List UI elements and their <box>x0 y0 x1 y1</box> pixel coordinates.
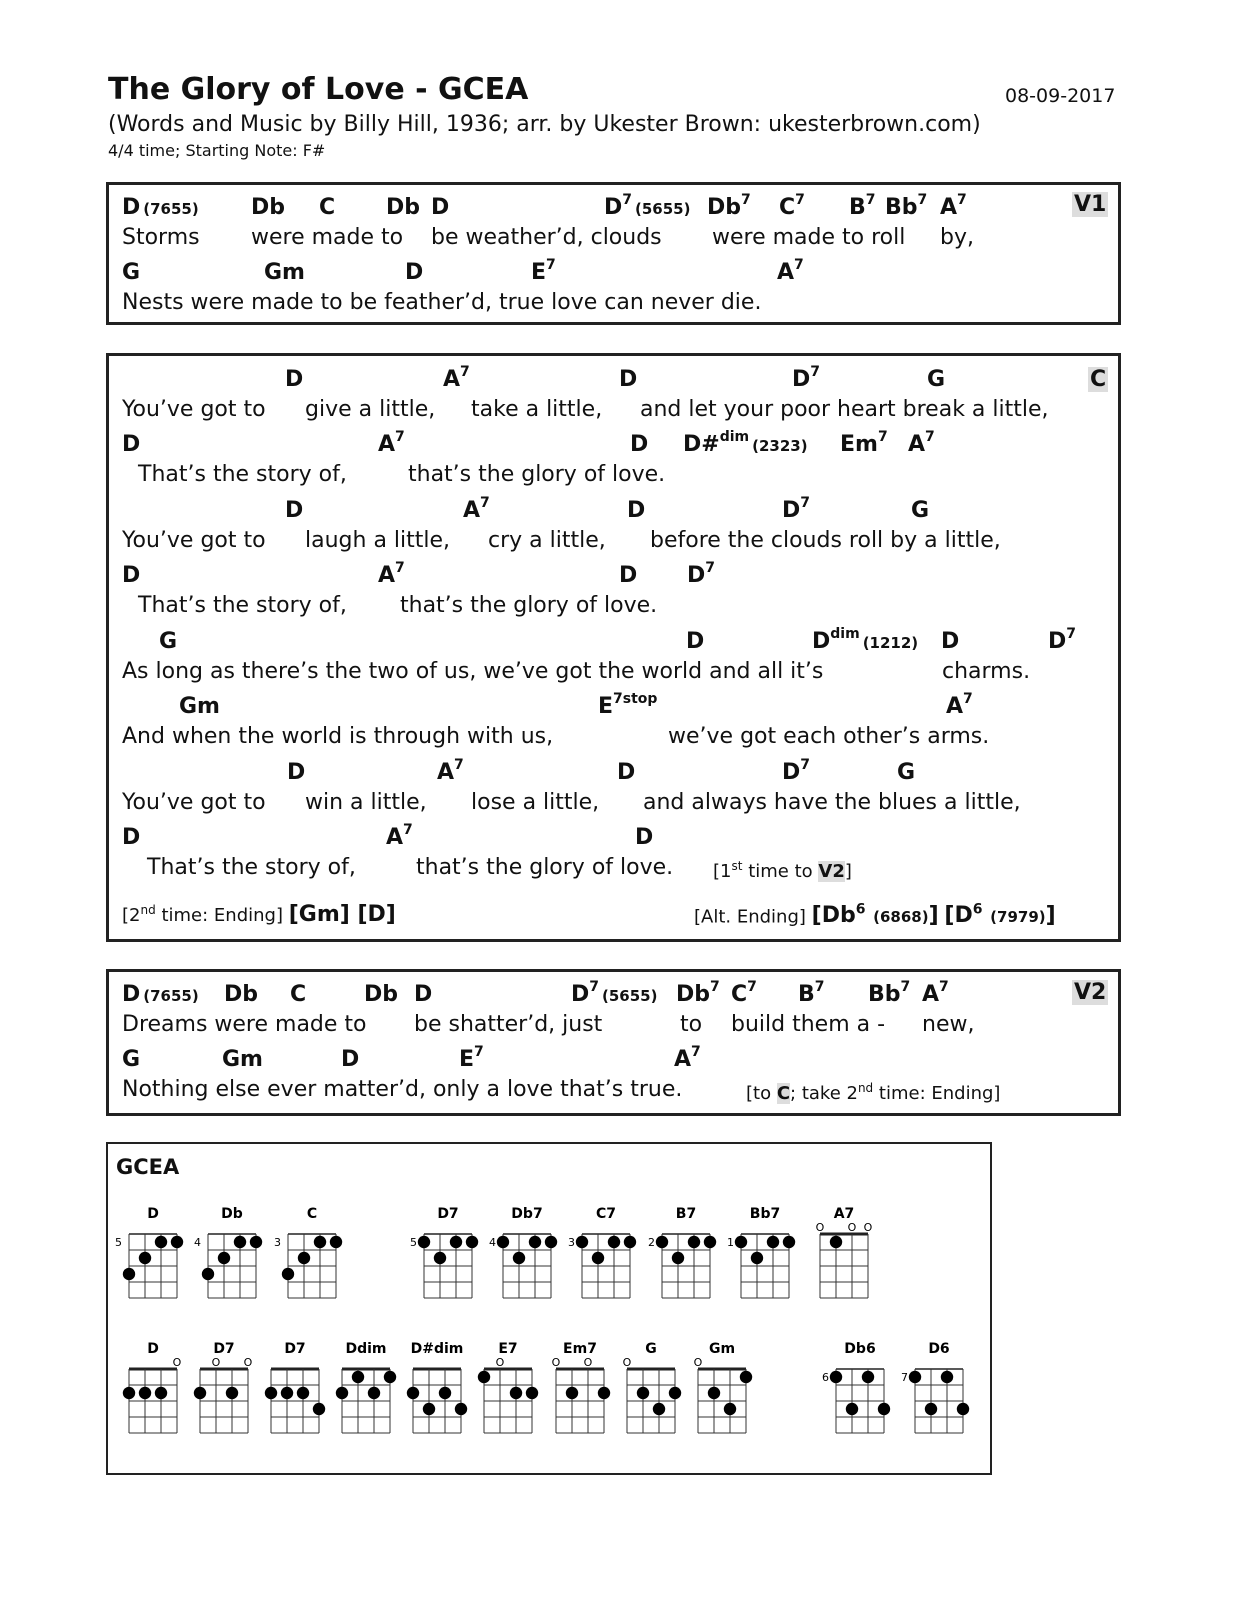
chord: $E^7$ <box>459 1044 484 1072</box>
finger-dot <box>297 1387 309 1399</box>
chord-diagram <box>265 1341 325 1433</box>
finger-dot <box>139 1252 151 1264</box>
finger-dot <box>298 1252 310 1264</box>
finger-dot <box>767 1236 779 1248</box>
chord: $A^7$ <box>463 495 490 523</box>
finger-dot <box>513 1252 525 1264</box>
chord: D <box>285 498 304 523</box>
lyric: and always have the blues a little, <box>643 790 1021 815</box>
lyric: That’s the story of, <box>138 462 347 487</box>
finger-dot <box>139 1387 151 1399</box>
chord-diagram <box>123 1341 182 1433</box>
chord: C <box>319 195 336 220</box>
chord: D <box>122 432 141 457</box>
finger-dot <box>281 1387 293 1399</box>
chord-diagram-name: Gm <box>708 1341 736 1357</box>
lyric: Nothing else ever matter’d, only a love that’s true. <box>122 1077 683 1102</box>
chord: D <box>635 825 654 850</box>
finger-dot <box>434 1252 446 1264</box>
open-string-marker: O <box>622 1356 632 1369</box>
finger-dot <box>608 1236 620 1248</box>
chord-diagram <box>274 1206 342 1298</box>
chord-diagram-fret: 2 <box>648 1236 655 1249</box>
finger-dot <box>724 1403 736 1415</box>
chord: D <box>405 260 424 285</box>
finger-dot <box>862 1371 874 1383</box>
lyric: win a little, <box>305 790 427 815</box>
chord: $B^7$ <box>849 192 876 220</box>
lyric: be shatter’d, just <box>414 1012 603 1037</box>
chord: D <box>619 563 638 588</box>
lyric: were made to <box>251 225 404 250</box>
finger-dot <box>708 1387 720 1399</box>
chord: Db <box>224 982 259 1007</box>
chord: $D^7$ <box>1048 626 1077 654</box>
lyric: take a little, <box>471 397 603 422</box>
chord-diagram-name: D#dim <box>410 1341 464 1357</box>
chord: Bb$^7$ <box>868 979 911 1007</box>
chord-chart-label: GCEA <box>116 1155 180 1179</box>
finger-dot <box>234 1236 246 1248</box>
chord: Gm <box>179 694 220 719</box>
finger-dot <box>846 1403 858 1415</box>
chord-diagram-name: Db7 <box>511 1206 543 1222</box>
finger-dot <box>314 1236 326 1248</box>
finger-dot <box>598 1387 610 1399</box>
finger-dot <box>510 1387 522 1399</box>
lyric: that’s the glory of love. <box>408 462 666 487</box>
chord-diagram-fret: 5 <box>410 1236 417 1249</box>
chord: D <box>287 760 306 785</box>
finger-dot <box>123 1268 135 1280</box>
chord-diagram <box>822 1341 890 1433</box>
chord: Em$^7$ <box>840 429 888 457</box>
chord: D <box>341 1047 360 1072</box>
chord: $E^7$ <box>531 257 556 285</box>
chord-diagram <box>194 1341 253 1433</box>
lyric: That’s the story of, <box>147 855 356 880</box>
chord-diagram-fret: 1 <box>727 1236 734 1249</box>
chord: C <box>290 982 307 1007</box>
open-string-marker: O <box>863 1221 873 1234</box>
chord: D <box>285 367 304 392</box>
chord-diagram-fret: 4 <box>489 1236 496 1249</box>
date: 08-09-2017 <box>1005 85 1116 107</box>
lyric: That’s the story of, <box>138 593 347 618</box>
chord: $A^7$ <box>777 257 804 285</box>
chord-diagram-name: B7 <box>675 1206 697 1222</box>
chord: G <box>911 498 930 523</box>
lyric: new, <box>922 1012 975 1037</box>
finger-dot <box>439 1387 451 1399</box>
chord: Gm <box>222 1047 263 1072</box>
lyric: that’s the glory of love. <box>400 593 658 618</box>
chord: $A^7$ <box>674 1044 701 1072</box>
lyric: You’ve got to <box>122 790 266 815</box>
chord: D <box>627 498 646 523</box>
lyric: be weather’d, clouds <box>431 225 662 250</box>
chord: $E^{7stop}$ <box>598 691 658 719</box>
chord: D <box>122 563 141 588</box>
chord: Db <box>251 195 286 220</box>
chord: $A^7$ <box>443 364 470 392</box>
chord: $B^7$ <box>798 979 825 1007</box>
finger-dot <box>202 1268 214 1280</box>
finger-dot <box>878 1403 890 1415</box>
finger-dot <box>653 1403 665 1415</box>
chord: $A^7$ <box>437 757 464 785</box>
chord: Gm <box>264 260 305 285</box>
chord-diagram-fret: 3 <box>568 1236 575 1249</box>
chord-diagram-fret: 6 <box>822 1371 829 1384</box>
chord: $A^7$ <box>946 691 973 719</box>
finger-dot <box>218 1252 230 1264</box>
chord-diagram <box>336 1341 396 1433</box>
finger-dot <box>155 1236 167 1248</box>
finger-dot <box>545 1236 557 1248</box>
finger-dot <box>704 1236 716 1248</box>
chord: D <box>686 629 705 654</box>
finger-dot <box>783 1236 795 1248</box>
finger-dot <box>423 1403 435 1415</box>
credits: (Words and Music by Billy Hill, 1936; arr. by Ukester Brown: ukesterbrown.com) <box>108 112 981 137</box>
finger-dot <box>669 1387 681 1399</box>
chord: $A^7$ <box>386 822 413 850</box>
chord-diagram-fret: 5 <box>115 1236 122 1249</box>
verse2-tag: V2 <box>1074 980 1107 1005</box>
finger-dot <box>566 1387 578 1399</box>
finger-dot <box>418 1236 430 1248</box>
chord-diagram-name: Db6 <box>844 1341 876 1357</box>
finger-dot <box>830 1371 842 1383</box>
lyric: that’s the glory of love. <box>416 855 674 880</box>
chord: Bb$^7$ <box>885 192 928 220</box>
lyric: build them a - <box>731 1012 886 1037</box>
finger-dot <box>925 1403 937 1415</box>
finger-dot <box>226 1387 238 1399</box>
finger-dot <box>957 1403 969 1415</box>
chord: Db <box>364 982 399 1007</box>
finger-dot <box>624 1236 636 1248</box>
open-string-marker: O <box>495 1356 505 1369</box>
finger-dot <box>450 1236 462 1248</box>
chord: $D^7$ <box>792 364 821 392</box>
chord: D <box>122 825 141 850</box>
chord: D <box>619 367 638 392</box>
chord-diagram <box>478 1341 538 1433</box>
lyric: before the clouds roll by a little, <box>650 528 1001 553</box>
chord: G <box>122 1047 141 1072</box>
timing: 4/4 time; Starting Note: F# <box>108 141 326 160</box>
lyric: we’ve got each other’s arms. <box>668 724 990 749</box>
chord-diagram-name: D <box>147 1206 159 1222</box>
lyric: were made to roll <box>712 225 906 250</box>
chord-diagram <box>648 1206 716 1298</box>
finger-dot <box>592 1252 604 1264</box>
chord: $D^7$ <box>782 757 811 785</box>
chord: $D^7$ (5655) <box>604 192 691 220</box>
chord-diagram-name: D <box>147 1341 159 1357</box>
open-string-marker: O <box>551 1356 561 1369</box>
chord-diagram-name: G <box>645 1341 657 1357</box>
chord: G <box>122 260 141 285</box>
chord: $A^7$ <box>378 560 405 588</box>
chord-diagram <box>194 1206 262 1298</box>
chord-diagram-name: C7 <box>595 1206 617 1222</box>
chord: $D^{dim}$ (1212) <box>812 626 919 654</box>
chord-diagram <box>568 1206 636 1298</box>
chord: $C^7$ <box>779 192 805 220</box>
chord: D#$^{dim}$ (2323) <box>683 429 808 457</box>
finger-dot <box>576 1236 588 1248</box>
open-string-marker: O <box>847 1221 857 1234</box>
chord-diagram <box>816 1206 873 1298</box>
finger-dot <box>688 1236 700 1248</box>
finger-dot <box>656 1236 668 1248</box>
chord-diagram <box>694 1341 753 1433</box>
finger-dot <box>455 1403 467 1415</box>
chord: $C^7$ <box>731 979 757 1007</box>
chord: $A^7$ <box>908 429 935 457</box>
lyric: Dreams were made to <box>122 1012 367 1037</box>
chord: Db$^7$ <box>676 979 720 1007</box>
chord-diagram-name: D6 <box>928 1341 950 1357</box>
finger-dot <box>529 1236 541 1248</box>
chord: D <box>431 195 450 220</box>
chord-diagram <box>901 1341 969 1433</box>
lyric: You’ve got to <box>122 397 266 422</box>
finger-dot <box>740 1371 752 1383</box>
finger-dot <box>250 1236 262 1248</box>
chord-diagram <box>727 1206 795 1298</box>
open-string-marker: O <box>172 1356 182 1369</box>
open-string-marker: O <box>815 1221 825 1234</box>
page-title: The Glory of Love - GCEA <box>108 72 529 107</box>
finger-dot <box>265 1387 277 1399</box>
chord: $A^7$ <box>940 192 967 220</box>
chord-diagram-name: Em7 <box>563 1341 597 1357</box>
chord: D <box>414 982 433 1007</box>
chord-diagram <box>489 1206 557 1298</box>
chord-diagram-name: Ddim <box>345 1341 387 1357</box>
open-string-marker: O <box>693 1356 703 1369</box>
chord-diagram-fret: 3 <box>274 1236 281 1249</box>
finger-dot <box>672 1252 684 1264</box>
chord: D (7655) <box>122 982 199 1007</box>
chord: $D^7$ <box>782 495 811 523</box>
chord: $A^7$ <box>378 429 405 457</box>
chord-diagram-name: Bb7 <box>749 1206 781 1222</box>
finger-dot <box>352 1371 364 1383</box>
finger-dot <box>384 1371 396 1383</box>
finger-dot <box>637 1387 649 1399</box>
chord-diagram-fret: 4 <box>194 1236 201 1249</box>
lyric: Nests were made to be feather’d, true love can never die. <box>122 290 762 315</box>
verse1-tag: V1 <box>1074 192 1107 217</box>
finger-dot <box>407 1387 419 1399</box>
chord: D <box>941 629 960 654</box>
finger-dot <box>336 1387 348 1399</box>
finger-dot <box>526 1387 538 1399</box>
chord: D <box>630 432 649 457</box>
chord: $D^7$ (5655) <box>571 979 658 1007</box>
chord: G <box>159 629 178 654</box>
lyric: lose a little, <box>471 790 600 815</box>
finger-dot <box>282 1268 294 1280</box>
chord: G <box>927 367 946 392</box>
finger-dot <box>909 1371 921 1383</box>
lyric: give a little, <box>305 397 436 422</box>
chord-diagram-name: E7 <box>498 1341 518 1357</box>
finger-dot <box>941 1371 953 1383</box>
lyric: As long as there’s the two of us, we’ve got the world and all it’s <box>122 659 824 684</box>
lyric: And when the world is through with us, <box>122 724 554 749</box>
finger-dot <box>830 1236 842 1248</box>
chord-diagram-name: D7 <box>213 1341 235 1357</box>
chord: $D^7$ <box>687 560 716 588</box>
finger-dot <box>497 1236 509 1248</box>
chord-diagram <box>623 1341 682 1433</box>
chord-diagram-name: A7 <box>833 1206 855 1222</box>
chorus-note: [1st time to V2] <box>713 859 852 882</box>
finger-dot <box>478 1371 490 1383</box>
chord-diagram <box>115 1206 183 1298</box>
lyric: You’ve got to <box>122 528 266 553</box>
finger-dot <box>466 1236 478 1248</box>
chord: $A^7$ <box>922 979 949 1007</box>
finger-dot <box>171 1236 183 1248</box>
chord: D <box>617 760 636 785</box>
finger-dot <box>313 1403 325 1415</box>
finger-dot <box>123 1387 135 1399</box>
lyric: and let your poor heart break a little, <box>640 397 1049 422</box>
finger-dot <box>751 1252 763 1264</box>
chord-diagram-name: Db <box>221 1206 243 1222</box>
lyric: Storms <box>122 225 200 250</box>
chord: Db$^7$ <box>707 192 751 220</box>
chorus-tag: C <box>1090 367 1107 392</box>
chord-diagram <box>407 1341 467 1433</box>
chord-diagram-fret: 7 <box>901 1371 908 1384</box>
second-ending: [2nd time: Ending] [Gm] [D] <box>122 902 396 927</box>
lyric: to <box>680 1012 703 1037</box>
chord-diagram <box>552 1341 611 1433</box>
lyric: cry a little, <box>488 528 606 553</box>
chord-diagram-name: D7 <box>437 1206 459 1222</box>
chord: D (7655) <box>122 195 199 220</box>
finger-dot <box>735 1236 747 1248</box>
verse2-note: [to C; take 2nd time: Ending] <box>746 1081 1001 1104</box>
chord: Db <box>386 195 421 220</box>
chord-diagram-name: C <box>306 1206 318 1222</box>
open-string-marker: O <box>583 1356 593 1369</box>
chord-diagram-name: D7 <box>284 1341 306 1357</box>
lyric: laugh a little, <box>305 528 451 553</box>
lyric: by, <box>940 225 974 250</box>
finger-dot <box>194 1387 206 1399</box>
alt-ending: [Alt. Ending] [Db$^6$ (6868)] [$D^6$ (7979)] <box>694 902 1056 929</box>
open-string-marker: O <box>211 1356 221 1369</box>
chord-diagram <box>410 1206 478 1298</box>
open-string-marker: O <box>243 1356 253 1369</box>
finger-dot <box>330 1236 342 1248</box>
chord: G <box>897 760 916 785</box>
finger-dot <box>155 1387 167 1399</box>
lyric: charms. <box>942 659 1031 684</box>
finger-dot <box>368 1387 380 1399</box>
